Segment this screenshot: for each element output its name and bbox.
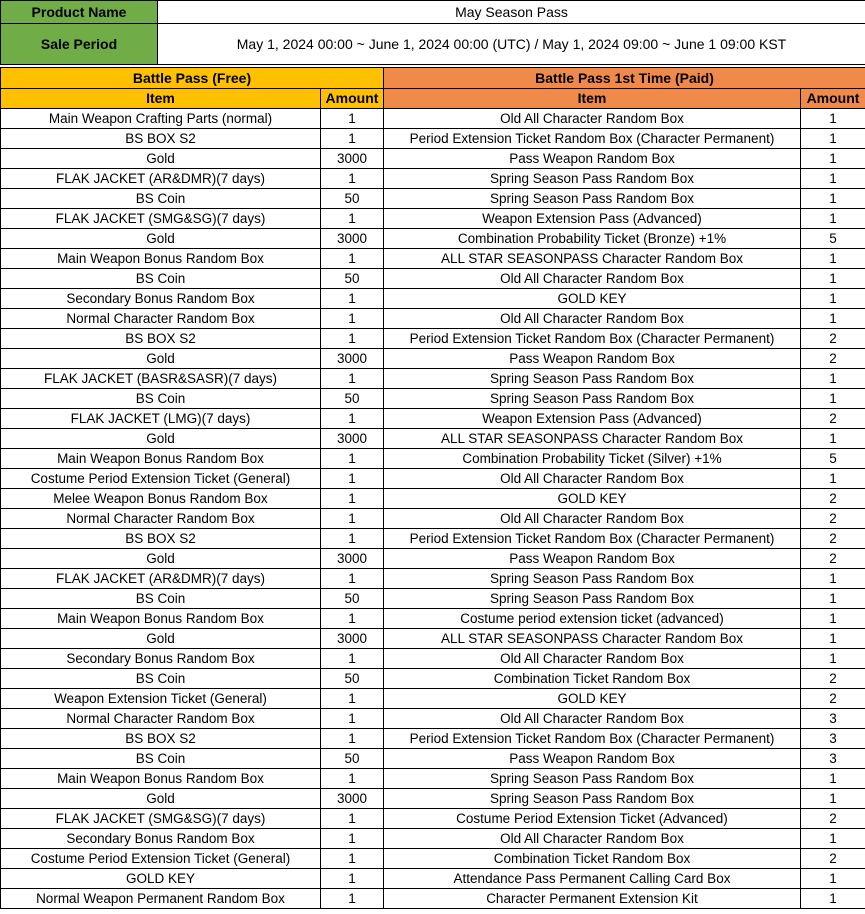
- free-item-cell: FLAK JACKET (SMG&SG)(7 days): [1, 209, 321, 229]
- paid-amount-cell: 1: [801, 609, 865, 629]
- free-amount-cell: 1: [321, 169, 384, 189]
- paid-amount-cell: 1: [801, 629, 865, 649]
- sale-period-row: [1, 24, 865, 65]
- paid-item-cell: Spring Season Pass Random Box: [384, 769, 801, 789]
- paid-pass-title: Battle Pass 1st Time (Paid): [384, 68, 865, 89]
- free-amount-cell: 1: [321, 829, 384, 849]
- paid-item-cell: GOLD KEY: [384, 289, 801, 309]
- free-amount-header: Amount: [321, 89, 384, 109]
- table-row: [1, 169, 865, 189]
- free-item-cell: FLAK JACKET (SMG&SG)(7 days): [1, 809, 321, 829]
- free-amount-cell: 50: [321, 669, 384, 689]
- table-row: [1, 729, 865, 749]
- free-amount-cell: 1: [321, 869, 384, 889]
- paid-amount-cell: 3: [801, 729, 865, 749]
- paid-item-cell: Combination Probability Ticket (Bronze) +1%: [384, 229, 801, 249]
- paid-amount-cell: 2: [801, 349, 865, 369]
- table-row: [1, 629, 865, 649]
- table-row: [1, 669, 865, 689]
- paid-item-cell: Costume Period Extension Ticket (Advanced): [384, 809, 801, 829]
- sale-period-value: May 1, 2024 00:00 ~ June 1, 2024 00:00 (UTC) / May 1, 2024 09:00 ~ June 1 09:00 KST: [158, 24, 865, 65]
- table-row: [1, 489, 865, 509]
- paid-item-cell: Combination Ticket Random Box: [384, 849, 801, 869]
- paid-item-cell: Pass Weapon Random Box: [384, 149, 801, 169]
- table-row: [1, 889, 865, 909]
- free-amount-cell: 1: [321, 729, 384, 749]
- free-amount-cell: 3000: [321, 349, 384, 369]
- table-row: [1, 349, 865, 369]
- table-row: [1, 449, 865, 469]
- paid-item-cell: Old All Character Random Box: [384, 509, 801, 529]
- paid-amount-cell: 2: [801, 669, 865, 689]
- free-item-cell: Gold: [1, 789, 321, 809]
- paid-item-cell: GOLD KEY: [384, 489, 801, 509]
- paid-amount-cell: 1: [801, 429, 865, 449]
- paid-amount-cell: 2: [801, 809, 865, 829]
- paid-amount-cell: 2: [801, 489, 865, 509]
- paid-amount-cell: 1: [801, 829, 865, 849]
- free-item-cell: BS Coin: [1, 189, 321, 209]
- free-item-cell: BS BOX S2: [1, 129, 321, 149]
- paid-item-cell: Spring Season Pass Random Box: [384, 569, 801, 589]
- paid-item-cell: Spring Season Pass Random Box: [384, 169, 801, 189]
- paid-item-cell: Old All Character Random Box: [384, 649, 801, 669]
- paid-amount-cell: 1: [801, 889, 865, 909]
- free-item-cell: Main Weapon Bonus Random Box: [1, 449, 321, 469]
- paid-amount-cell: 1: [801, 269, 865, 289]
- paid-amount-cell: 1: [801, 289, 865, 309]
- free-amount-cell: 1: [321, 889, 384, 909]
- table-row: [1, 289, 865, 309]
- paid-item-cell: Period Extension Ticket Random Box (Character Permanent): [384, 529, 801, 549]
- paid-amount-cell: 3: [801, 749, 865, 769]
- free-amount-cell: 1: [321, 289, 384, 309]
- free-item-cell: FLAK JACKET (BASR&SASR)(7 days): [1, 369, 321, 389]
- paid-item-cell: Pass Weapon Random Box: [384, 549, 801, 569]
- table-row: [1, 649, 865, 669]
- paid-amount-cell: 1: [801, 569, 865, 589]
- free-item-cell: Secondary Bonus Random Box: [1, 829, 321, 849]
- paid-item-cell: Period Extension Ticket Random Box (Character Permanent): [384, 329, 801, 349]
- free-amount-cell: 1: [321, 689, 384, 709]
- paid-amount-cell: 5: [801, 229, 865, 249]
- table-row: [1, 249, 865, 269]
- free-item-cell: BS Coin: [1, 269, 321, 289]
- free-item-cell: BS BOX S2: [1, 329, 321, 349]
- pass-title-row: [1, 68, 865, 89]
- table-row: [1, 309, 865, 329]
- table-row: [1, 189, 865, 209]
- paid-item-cell: Spring Season Pass Random Box: [384, 369, 801, 389]
- paid-item-cell: Weapon Extension Pass (Advanced): [384, 209, 801, 229]
- free-item-cell: Normal Weapon Permanent Random Box: [1, 889, 321, 909]
- free-item-cell: Melee Weapon Bonus Random Box: [1, 489, 321, 509]
- free-item-cell: Gold: [1, 149, 321, 169]
- paid-amount-cell: 2: [801, 849, 865, 869]
- free-item-cell: Gold: [1, 549, 321, 569]
- paid-item-cell: Old All Character Random Box: [384, 709, 801, 729]
- paid-amount-cell: 2: [801, 529, 865, 549]
- free-item-cell: BS BOX S2: [1, 729, 321, 749]
- free-amount-cell: 1: [321, 129, 384, 149]
- paid-amount-cell: 1: [801, 149, 865, 169]
- free-amount-cell: 1: [321, 249, 384, 269]
- table-row: [1, 229, 865, 249]
- free-amount-cell: 1: [321, 469, 384, 489]
- free-amount-cell: 1: [321, 529, 384, 549]
- paid-item-cell: GOLD KEY: [384, 689, 801, 709]
- table-row: [1, 269, 865, 289]
- table-row: [1, 149, 865, 169]
- free-item-cell: Gold: [1, 229, 321, 249]
- paid-item-cell: ALL STAR SEASONPASS Character Random Box: [384, 249, 801, 269]
- paid-amount-cell: 2: [801, 329, 865, 349]
- free-amount-cell: 50: [321, 389, 384, 409]
- column-header-row: [1, 89, 865, 109]
- paid-item-cell: Old All Character Random Box: [384, 109, 801, 129]
- free-amount-cell: 3000: [321, 149, 384, 169]
- table-row: [1, 529, 865, 549]
- free-item-cell: Normal Character Random Box: [1, 309, 321, 329]
- paid-item-cell: Spring Season Pass Random Box: [384, 589, 801, 609]
- free-item-cell: BS Coin: [1, 589, 321, 609]
- table-row: [1, 409, 865, 429]
- paid-amount-cell: 1: [801, 369, 865, 389]
- free-amount-cell: 1: [321, 409, 384, 429]
- table-row: [1, 369, 865, 389]
- battle-pass-table: [0, 67, 865, 909]
- free-amount-cell: 1: [321, 449, 384, 469]
- free-amount-cell: 1: [321, 329, 384, 349]
- free-item-cell: Main Weapon Bonus Random Box: [1, 769, 321, 789]
- paid-amount-cell: 1: [801, 249, 865, 269]
- free-amount-cell: 50: [321, 749, 384, 769]
- paid-amount-cell: 1: [801, 469, 865, 489]
- paid-amount-cell: 1: [801, 869, 865, 889]
- product-info-table: [0, 0, 865, 65]
- paid-amount-cell: 1: [801, 309, 865, 329]
- product-name-row: [1, 1, 865, 24]
- paid-amount-cell: 1: [801, 769, 865, 789]
- table-row: [1, 329, 865, 349]
- paid-item-cell: Attendance Pass Permanent Calling Card Box: [384, 869, 801, 889]
- table-row: [1, 849, 865, 869]
- free-amount-cell: 1: [321, 489, 384, 509]
- free-amount-cell: 1: [321, 309, 384, 329]
- table-row: [1, 689, 865, 709]
- free-pass-title: Battle Pass (Free): [1, 68, 384, 89]
- table-row: [1, 389, 865, 409]
- table-row: [1, 769, 865, 789]
- table-row: [1, 469, 865, 489]
- free-item-cell: Gold: [1, 349, 321, 369]
- table-row: [1, 509, 865, 529]
- free-item-cell: BS Coin: [1, 389, 321, 409]
- free-amount-cell: 1: [321, 609, 384, 629]
- free-amount-cell: 50: [321, 189, 384, 209]
- free-amount-cell: 50: [321, 589, 384, 609]
- free-item-cell: FLAK JACKET (AR&DMR)(7 days): [1, 569, 321, 589]
- free-amount-cell: 3000: [321, 429, 384, 449]
- free-item-cell: Weapon Extension Ticket (General): [1, 689, 321, 709]
- free-item-header: Item: [1, 89, 321, 109]
- free-amount-cell: 1: [321, 809, 384, 829]
- table-row: [1, 109, 865, 129]
- table-row: [1, 789, 865, 809]
- free-item-cell: BS BOX S2: [1, 529, 321, 549]
- product-name-label: Product Name: [1, 1, 158, 24]
- sale-period-label: Sale Period: [1, 24, 158, 65]
- free-amount-cell: 1: [321, 849, 384, 869]
- paid-item-cell: Combination Probability Ticket (Silver) +1%: [384, 449, 801, 469]
- paid-item-cell: Pass Weapon Random Box: [384, 749, 801, 769]
- table-row: [1, 609, 865, 629]
- free-amount-cell: 1: [321, 109, 384, 129]
- table-row: [1, 869, 865, 889]
- paid-item-cell: ALL STAR SEASONPASS Character Random Box: [384, 629, 801, 649]
- free-amount-cell: 3000: [321, 789, 384, 809]
- free-amount-cell: 3000: [321, 229, 384, 249]
- paid-item-cell: Old All Character Random Box: [384, 469, 801, 489]
- table-row: [1, 549, 865, 569]
- product-name-value: May Season Pass: [158, 1, 865, 24]
- free-amount-cell: 50: [321, 269, 384, 289]
- paid-item-cell: Combination Ticket Random Box: [384, 669, 801, 689]
- free-item-cell: Costume Period Extension Ticket (General): [1, 469, 321, 489]
- free-item-cell: Main Weapon Bonus Random Box: [1, 249, 321, 269]
- paid-item-cell: Old All Character Random Box: [384, 829, 801, 849]
- table-row: [1, 569, 865, 589]
- free-amount-cell: 1: [321, 369, 384, 389]
- free-item-cell: Normal Character Random Box: [1, 709, 321, 729]
- paid-amount-cell: 1: [801, 169, 865, 189]
- reward-rows: [1, 109, 865, 909]
- paid-amount-cell: 1: [801, 189, 865, 209]
- paid-amount-cell: 2: [801, 509, 865, 529]
- free-amount-cell: 1: [321, 209, 384, 229]
- table-row: [1, 429, 865, 449]
- paid-item-cell: Spring Season Pass Random Box: [384, 389, 801, 409]
- paid-amount-cell: 1: [801, 649, 865, 669]
- free-item-cell: FLAK JACKET (AR&DMR)(7 days): [1, 169, 321, 189]
- free-amount-cell: 3000: [321, 549, 384, 569]
- paid-amount-cell: 2: [801, 409, 865, 429]
- paid-item-cell: Costume period extension ticket (advanced): [384, 609, 801, 629]
- paid-item-cell: Old All Character Random Box: [384, 309, 801, 329]
- table-row: [1, 709, 865, 729]
- free-item-cell: Normal Character Random Box: [1, 509, 321, 529]
- free-item-cell: Gold: [1, 429, 321, 449]
- free-amount-cell: 1: [321, 569, 384, 589]
- free-item-cell: GOLD KEY: [1, 869, 321, 889]
- paid-amount-cell: 5: [801, 449, 865, 469]
- paid-amount-header: Amount: [801, 89, 865, 109]
- paid-item-cell: Weapon Extension Pass (Advanced): [384, 409, 801, 429]
- paid-item-cell: Spring Season Pass Random Box: [384, 789, 801, 809]
- table-row: [1, 209, 865, 229]
- paid-amount-cell: 3: [801, 709, 865, 729]
- table-row: [1, 809, 865, 829]
- free-amount-cell: 1: [321, 509, 384, 529]
- paid-amount-cell: 2: [801, 549, 865, 569]
- free-item-cell: BS Coin: [1, 749, 321, 769]
- paid-amount-cell: 1: [801, 389, 865, 409]
- free-item-cell: FLAK JACKET (LMG)(7 days): [1, 409, 321, 429]
- free-amount-cell: 1: [321, 709, 384, 729]
- free-item-cell: Costume Period Extension Ticket (General): [1, 849, 321, 869]
- paid-item-cell: Spring Season Pass Random Box: [384, 189, 801, 209]
- paid-amount-cell: 2: [801, 689, 865, 709]
- paid-item-cell: ALL STAR SEASONPASS Character Random Box: [384, 429, 801, 449]
- paid-amount-cell: 1: [801, 789, 865, 809]
- paid-item-cell: Character Permanent Extension Kit: [384, 889, 801, 909]
- free-amount-cell: 1: [321, 769, 384, 789]
- paid-item-cell: Period Extension Ticket Random Box (Character Permanent): [384, 729, 801, 749]
- free-amount-cell: 3000: [321, 629, 384, 649]
- paid-item-cell: Pass Weapon Random Box: [384, 349, 801, 369]
- table-row: [1, 129, 865, 149]
- free-item-cell: Secondary Bonus Random Box: [1, 289, 321, 309]
- paid-amount-cell: 1: [801, 109, 865, 129]
- table-row: [1, 749, 865, 769]
- free-item-cell: Main Weapon Crafting Parts (normal): [1, 109, 321, 129]
- paid-amount-cell: 1: [801, 209, 865, 229]
- free-amount-cell: 1: [321, 649, 384, 669]
- paid-amount-cell: 1: [801, 129, 865, 149]
- paid-item-cell: Old All Character Random Box: [384, 269, 801, 289]
- free-item-cell: Secondary Bonus Random Box: [1, 649, 321, 669]
- table-row: [1, 589, 865, 609]
- free-item-cell: Gold: [1, 629, 321, 649]
- table-row: [1, 829, 865, 849]
- paid-item-header: Item: [384, 89, 801, 109]
- free-item-cell: Main Weapon Bonus Random Box: [1, 609, 321, 629]
- paid-amount-cell: 1: [801, 589, 865, 609]
- free-item-cell: BS Coin: [1, 669, 321, 689]
- paid-item-cell: Period Extension Ticket Random Box (Character Permanent): [384, 129, 801, 149]
